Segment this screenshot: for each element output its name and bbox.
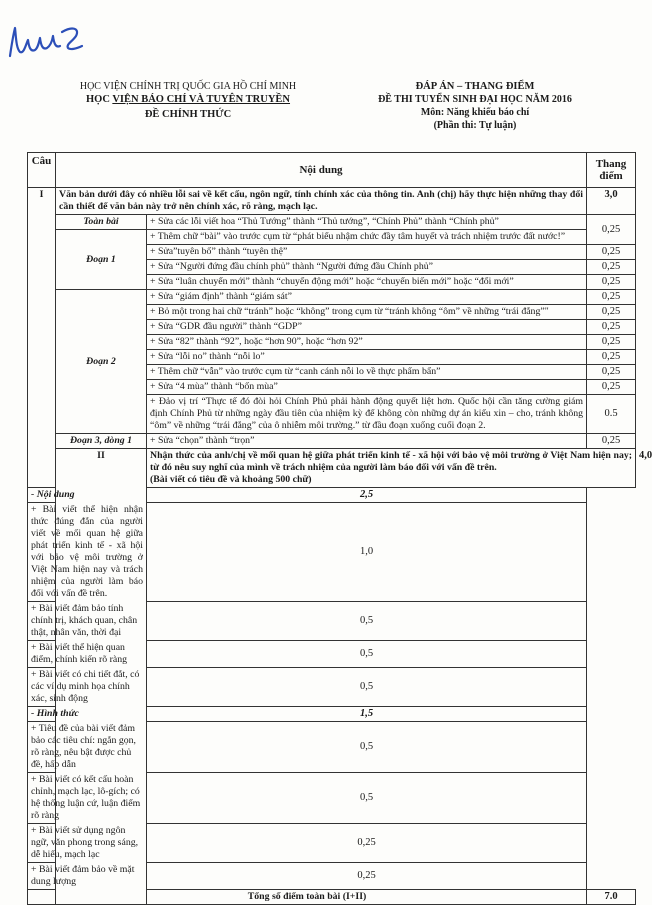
- question-prompt: Văn bản dưới đây có nhiều lỗi sai về kết cấu, ngôn ngữ, tính chính xác của thông tin. Anh (chị) hãy thực hiện những thay đổi cần thiết để văn bản này trở nên chính xác, rõ ràng, mạch lạc.: [56, 188, 587, 215]
- answer-score: 0,5: [147, 773, 587, 824]
- question-prompt-note: (Bài viết có tiêu đề và khoảng 500 chữ): [150, 474, 312, 485]
- table-row: [28, 722, 636, 773]
- answer-score: 0,25: [587, 380, 636, 395]
- table-row: [28, 863, 636, 890]
- total-score: 7.0: [587, 890, 636, 905]
- answer-item: + Sửa “4 mùa” thành “bốn mùa”: [147, 380, 587, 395]
- answer-score: 0,5: [147, 641, 587, 668]
- answer-score: 0,25: [587, 275, 636, 290]
- answer-score: 0,25: [587, 434, 636, 449]
- section-doan-2: Đoạn 2: [56, 290, 147, 434]
- answer-item: + Sửa “Người đứng đầu chính phủ” thành “Người đứng đầu Chính phủ”: [147, 260, 587, 275]
- section-toan-bai: Toàn bài: [56, 215, 147, 230]
- answer-item: + Bài viết đảm bảo về mặt dung lượng: [28, 863, 147, 890]
- table-row: [28, 215, 636, 230]
- table-row: [28, 230, 636, 245]
- answer-score: 0,25: [587, 365, 636, 380]
- header-cau: Câu: [28, 153, 56, 188]
- answer-item: + Bài viết có chi tiết đắt, có các ví dụ minh họa chính xác, sinh động: [28, 668, 147, 707]
- table-row: [28, 488, 636, 503]
- answer-score: 0,25: [587, 350, 636, 365]
- answer-item: + Sửa “82” thành “92”, hoặc “hơn 90”, hoặc “hơn 92”: [147, 335, 587, 350]
- table-row: II Nhận thức của anh/chị về mối quan hệ giữa phát triển kinh tế - xã hội với bảo vệ môi trường ở Việt Nam hiện nay; từ đó nêu suy nghĩ của mình về trách nhiệm của người làm báo đối với vấn đề trên. (Bài viết có tiêu đề và khoảng 500 chữ) 4,0: [28, 449, 636, 488]
- answer-score: 0,25: [147, 863, 587, 890]
- answer-item: + Bài viết sử dụng ngôn ngữ, văn phong trong sáng, dễ hiểu, mạch lạc: [28, 824, 147, 863]
- institution-line2: [58, 93, 318, 106]
- exam-header: [350, 80, 600, 132]
- answer-item: + Tiêu đề của bài viết đảm bảo các tiêu chí: ngắn gọn, rõ ràng, nêu bật được chủ đề, hấp dẫn: [28, 722, 147, 773]
- section-hinh-thuc: - Hình thức: [28, 707, 147, 722]
- answer-table: [27, 152, 652, 905]
- answer-score: 0,25: [147, 824, 587, 863]
- answer-score: 0,5: [147, 602, 587, 641]
- answer-item: + Bài viết thể hiện quan điểm, chính kiến rõ ràng: [28, 641, 147, 668]
- table-row: [28, 707, 636, 722]
- answer-score: 1,0: [147, 503, 587, 602]
- subject-line: Môn: Năng khiếu báo chí: [420, 107, 530, 118]
- table-row: [28, 602, 636, 641]
- table-row: [28, 668, 636, 707]
- question-number: II: [56, 449, 147, 905]
- table-row: [28, 290, 636, 305]
- institution-line2-underlined: VIỆN BÁO CHÍ VÀ TUYÊN TRUYỀN: [112, 94, 291, 105]
- header-thang-diem: Thang điểm: [587, 153, 636, 188]
- answer-score: 0,25: [587, 290, 636, 305]
- answer-item: + Sửa “luân chuyển mới” thành “chuyển động mới” hoặc “chuyển biến mới” hoặc “đổi mới”: [147, 275, 587, 290]
- answer-item: + Sửa”tuyên bố” thành “tuyên thệ”: [147, 245, 587, 260]
- question-number: I: [28, 188, 56, 488]
- answer-score: 0,25: [587, 335, 636, 350]
- section-doan-3: Đoạn 3, dòng 1: [56, 434, 147, 449]
- official-exam-label: ĐỀ CHÍNH THỨC: [144, 109, 232, 120]
- answer-item: + Thêm chữ “bài” vào trước cụm từ “phát biểu nhậm chức đầy tâm huyết và trách nhiệm trước đất nước!”: [147, 230, 587, 245]
- table-row: [28, 773, 636, 824]
- answer-item: + Sửa “GDR đầu người” thành “GDP”: [147, 320, 587, 335]
- exam-title: ĐỀ THI TUYỂN SINH ĐẠI HỌC NĂM 2016: [378, 94, 572, 105]
- total-label: Tổng số điểm toàn bài (I+II): [28, 890, 587, 905]
- table-row: [28, 434, 636, 449]
- answer-score: 0,5: [147, 668, 587, 707]
- section-score: 1,5: [147, 707, 587, 722]
- section-score: 2,5: [147, 488, 587, 503]
- question-prompt: [147, 449, 636, 488]
- answer-item: + Sửa “giám định” thành “giám sát”: [147, 290, 587, 305]
- question-prompt-text: Nhận thức của anh/chị về mối quan hệ giữa phát triển kinh tế - xã hội với bảo vệ môi trường ở Việt Nam hiện nay; từ đó nêu suy nghĩ của mình về trách nhiệm của người làm báo đối với vấn đề trên.: [150, 450, 633, 473]
- institution-header: [58, 80, 318, 121]
- table-row: [28, 641, 636, 668]
- answer-item: + Sửa “chọn” thành “trọn”: [147, 434, 587, 449]
- answer-score: 0,25: [587, 320, 636, 335]
- answer-item: + Đảo vị trí “Thực tế đó đòi hỏi Chính Phủ phải hành động quyết liệt hơn. Quốc hội cần tăng cường giám định Chính Phủ từ những ngày đầu tiên của nhiệm kỳ để không còn những dự án kiểu xin – cho, tránh không “ôm” về những “trái đắng” của ô nhiễm môi trường.” từ đầu đoạn xuống cuối đoạn 2.: [147, 395, 587, 434]
- answer-item: + Thêm chữ “vẫn” vào trước cụm từ “canh cánh nỗi lo về thực phẩm bẩn”: [147, 365, 587, 380]
- answer-item: + Bỏ một trong hai chữ “tránh” hoặc “không” trong cụm từ “tránh không “ôm” về những “trái đắng”": [147, 305, 587, 320]
- answer-score: 0,25: [587, 245, 636, 260]
- answer-score: 0,25: [587, 305, 636, 320]
- answer-key-title: ĐÁP ÁN – THANG ĐIỂM: [415, 81, 535, 92]
- answer-item: + Sửa các lỗi viết hoa “Thủ Tướng” thành “Thủ tướng”, “Chính Phủ” thành “Chính phủ”: [147, 215, 587, 230]
- answer-item: + Sửa “lỗi no” thành “nỗi lo”: [147, 350, 587, 365]
- question-total-score: 3,0: [587, 188, 636, 215]
- section-doan-1: Đoạn 1: [56, 230, 147, 290]
- table-header-row: [28, 153, 636, 188]
- handwritten-signature: [6, 22, 86, 62]
- answer-score: 0.5: [587, 395, 636, 434]
- answer-score: 0,5: [147, 722, 587, 773]
- part-line: (Phần thi: Tự luận): [433, 120, 517, 131]
- institution-line2-prefix: HỌC: [85, 94, 113, 105]
- answer-score: 0,25: [587, 215, 636, 245]
- total-row: [28, 890, 636, 905]
- institution-line1: HỌC VIỆN CHÍNH TRỊ QUỐC GIA HỒ CHÍ MINH: [79, 81, 297, 92]
- answer-item: + Bài viết thể hiện nhận thức đúng đắn của người viết về mối quan hệ giữa phát triển kinh tế - xã hội với bảo vệ môi trường ở Việt Nam hiện nay và trách nhiệm của người làm báo đối với vấn đề trên.: [28, 503, 147, 602]
- table-row: [28, 824, 636, 863]
- table-row: [28, 503, 636, 602]
- answer-item: + Bài viết có kết cấu hoàn chỉnh, mạch lạc, lô-gích; có hệ thống luận cứ, luận điểm rõ ràng: [28, 773, 147, 824]
- table-row: [28, 188, 636, 215]
- answer-score: 0,25: [587, 260, 636, 275]
- section-noi-dung: - Nội dung: [28, 488, 147, 503]
- header-noi-dung: Nội dung: [56, 153, 587, 188]
- answer-item: + Bài viết đảm bảo tính chính trị, khách quan, chân thật, nhân văn, thời đại: [28, 602, 147, 641]
